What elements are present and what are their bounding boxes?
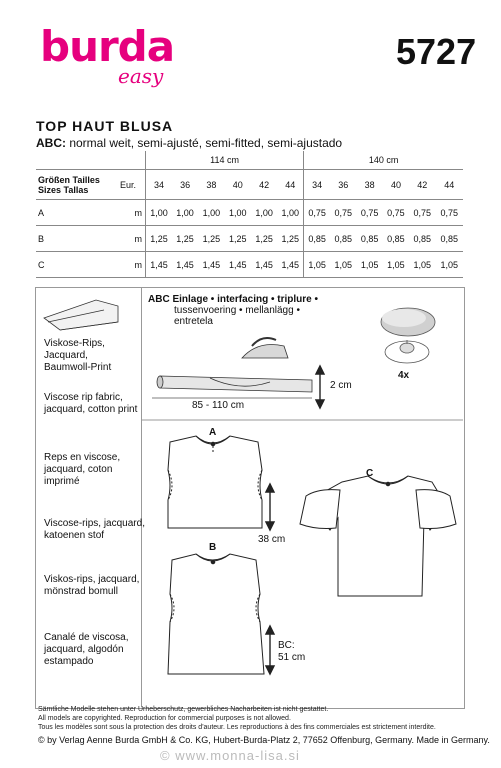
view-b-length-arrow (266, 626, 274, 674)
value-cell: 1,45 (277, 252, 303, 278)
size-cell: 44 (435, 170, 463, 200)
value-cell: 1,45 (146, 252, 172, 278)
value-cell: 0,75 (330, 200, 356, 226)
size-cell: 40 (383, 170, 409, 200)
material-line: Reps en viscose, (44, 452, 121, 463)
value-cell: 1,00 (172, 200, 198, 226)
material-es (44, 632, 129, 668)
value-cell: 0,75 (304, 200, 330, 226)
value-cell: 1,05 (383, 252, 409, 278)
width-140: 140 cm (304, 151, 463, 170)
button-count: 4x (398, 370, 410, 381)
tape-height-arrow (316, 366, 324, 408)
value-cell: 1,25 (277, 226, 303, 252)
interfacing-text (148, 294, 318, 327)
unit-label: m (111, 200, 145, 226)
interfacing-line: entretela (174, 316, 213, 327)
value-cell: 0,85 (356, 226, 382, 252)
view-b-label: B (209, 542, 217, 553)
material-line: Viscose rip fabric, (44, 392, 123, 403)
material-line: Jacquard, (44, 350, 88, 361)
material-de (44, 338, 111, 374)
material-line: estampado (44, 656, 94, 667)
size-cell: 42 (409, 170, 435, 200)
material-nl (44, 518, 145, 542)
material-line: Canalé de viscosa, (44, 632, 129, 643)
value-cell: 1,25 (198, 226, 224, 252)
size-cell: 40 (225, 170, 251, 200)
material-fr (44, 452, 120, 488)
material-en (44, 392, 137, 416)
value-cell: 1,05 (435, 252, 463, 278)
fabric-bolt-icon (44, 300, 118, 330)
view-b-drawing (168, 554, 264, 674)
view-bc-length: 51 cm (278, 652, 306, 663)
material-line: mönstrad bomull (44, 586, 118, 597)
value-cell: 1,05 (304, 252, 330, 278)
value-cell: 1,45 (251, 252, 277, 278)
garment-title: TOP HAUT BLUSA (36, 118, 174, 134)
unit-label: m (111, 252, 145, 278)
value-cell: 1,05 (409, 252, 435, 278)
pattern-number: 5727 (396, 31, 477, 72)
button-icon (381, 308, 435, 363)
interfacing-tape-icon (152, 376, 312, 398)
copyright-en: All models are copyrighted. Reproduction for commercial purposes is not allowed. (38, 715, 291, 722)
value-cell: 0,85 (304, 226, 330, 252)
value-cell: 1,00 (277, 200, 303, 226)
view-c-drawing (300, 476, 456, 596)
material-line: Viskos-rips, jacquard, (44, 574, 140, 585)
material-line: jacquard, coton (44, 464, 113, 475)
size-cell: 42 (251, 170, 277, 200)
value-cell: 1,45 (198, 252, 224, 278)
material-line: imprimé (44, 476, 80, 487)
copyright-fr: Tous les modèles sont sous la protection des droits d'auteur. Les reproductions à des fins commerciales est strictement interdite. (38, 724, 436, 731)
fit-text: normal weit, semi-ajusté, semi-fitted, semi-ajustado (66, 136, 343, 150)
view-a-label: A (209, 427, 217, 438)
interfacing-line: ABC Einlage • interfacing • triplure • (148, 294, 318, 305)
row-label: B (36, 226, 111, 252)
value-cell: 0,85 (330, 226, 356, 252)
tape-height-label: 2 cm (330, 380, 352, 391)
width-114: 114 cm (146, 151, 304, 170)
value-cell: 0,85 (409, 226, 435, 252)
value-cell: 1,00 (251, 200, 277, 226)
size-label-1: Größen Tailles (38, 174, 100, 185)
burda-easy-logo: easy (118, 64, 164, 88)
value-cell: 1,05 (356, 252, 382, 278)
burda-logo: burda (40, 22, 175, 71)
material-line: jacquard, algodón (44, 644, 124, 655)
size-cell: 38 (198, 170, 224, 200)
view-bc-length-label: BC: (278, 640, 295, 651)
copyright-de: Sämtliche Modelle stehen unter Urheberschutz, gewerbliches Nacharbeiten ist nicht gestattet. (38, 706, 329, 713)
view-a-length: 38 cm (258, 534, 286, 545)
value-cell: 1,00 (198, 200, 224, 226)
material-line: jacquard, cotton print (44, 404, 138, 415)
view-a-drawing (168, 436, 262, 528)
interfacing-line: tussenvoering • mellanlägg • (174, 305, 300, 316)
value-cell: 1,45 (172, 252, 198, 278)
value-cell: 0,85 (435, 226, 463, 252)
publisher-line: © by Verlag Aenne Burda GmbH & Co. KG, Hubert-Burda-Platz 2, 77652 Offenburg, Germany. Made in Germany. (38, 735, 490, 745)
material-line: Baumwoll-Print (44, 362, 112, 373)
value-cell: 1,00 (225, 200, 251, 226)
view-a-length-arrow (266, 484, 274, 530)
value-cell: 0,75 (383, 200, 409, 226)
eur-label: Eur. (111, 170, 145, 200)
value-cell: 1,25 (172, 226, 198, 252)
material-line: Viskose-Rips, (44, 338, 105, 349)
size-cell: 34 (304, 170, 330, 200)
value-cell: 0,75 (356, 200, 382, 226)
row-label: C (36, 252, 111, 278)
value-cell: 0,75 (435, 200, 463, 226)
value-cell: 1,25 (251, 226, 277, 252)
iron-icon (242, 338, 288, 358)
material-sv (44, 574, 139, 598)
view-c-label: C (366, 468, 374, 479)
value-cell: 1,00 (146, 200, 172, 226)
value-cell: 1,25 (225, 226, 251, 252)
value-cell: 0,75 (409, 200, 435, 226)
material-line: Viscose-rips, jacquard, (44, 518, 145, 529)
row-label: A (36, 200, 111, 226)
views-prefix: ABC: (36, 136, 66, 150)
size-cell: 36 (172, 170, 198, 200)
value-cell: 1,25 (146, 226, 172, 252)
tape-width-label: 85 - 110 cm (192, 400, 245, 411)
watermark: © www.monna-lisa.si (160, 748, 300, 763)
value-cell: 1,45 (225, 252, 251, 278)
unit-label: m (111, 226, 145, 252)
value-cell: 0,85 (383, 226, 409, 252)
value-cell: 1,05 (330, 252, 356, 278)
material-line: katoenen stof (44, 530, 105, 541)
size-cell: 34 (146, 170, 172, 200)
size-cell: 36 (330, 170, 356, 200)
size-label-2: Sizes Tallas (38, 184, 89, 195)
size-cell: 38 (356, 170, 382, 200)
size-cell: 44 (277, 170, 303, 200)
